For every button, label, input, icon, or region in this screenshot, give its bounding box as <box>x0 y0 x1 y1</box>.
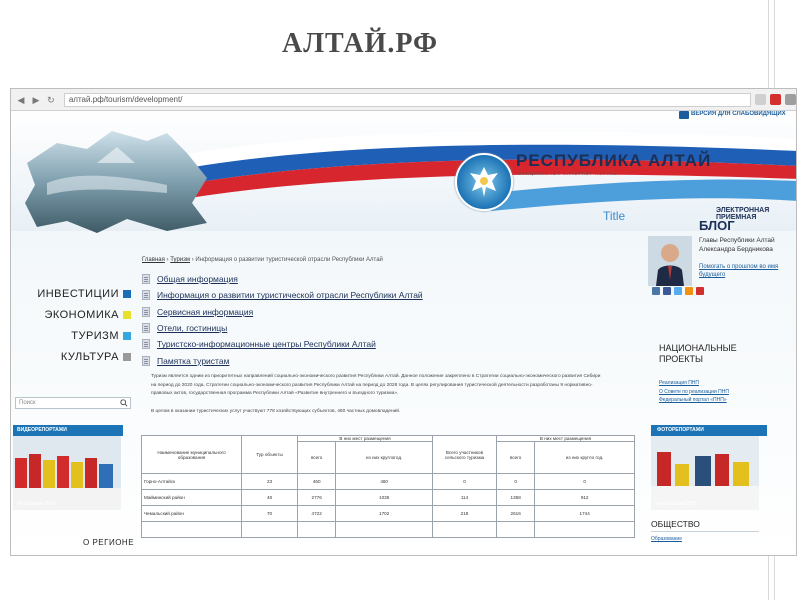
tourism-square-icon <box>123 332 131 340</box>
breadcrumb-sep: › <box>166 257 169 263</box>
menu-item-tourism[interactable]: ТУРИЗМ <box>37 325 131 346</box>
link-info-centers[interactable]: Туристско-информационные центры Республики Алтай <box>142 336 423 352</box>
document-icon <box>142 274 150 284</box>
col-year-round: из них круглогод. <box>336 442 433 474</box>
video-thumbnail[interactable] <box>13 436 121 510</box>
national-projects-links <box>659 379 729 405</box>
tourism-table <box>141 435 635 538</box>
altai-map-image <box>17 123 212 238</box>
breadcrumb-home[interactable]: Главная <box>142 257 165 263</box>
economy-square-icon <box>123 311 131 319</box>
blog-post-link[interactable]: Помогать о прошлом во имя будущего <box>699 264 779 278</box>
facebook-icon[interactable] <box>663 287 671 295</box>
project-link[interactable]: Реализация ПНП <box>659 380 700 386</box>
table-row: Горно-Алтайск 23 460 460 0 0 0 <box>142 474 635 490</box>
video-caption: Эл Байрам 2016 <box>17 501 56 507</box>
festival-photo <box>651 436 759 510</box>
col-municipality: Наименование муниципального образования <box>142 436 242 474</box>
tourism-about-text-2: В целом в оказании туристических услуг участвуют 778 хозяйствующих субъектов, 460 частных домовладений. <box>151 409 401 414</box>
governor-photo[interactable] <box>648 236 692 286</box>
reload-icon[interactable]: ↻ <box>47 94 55 105</box>
culture-square-icon <box>123 353 131 361</box>
search-placeholder: Поиск <box>19 400 36 406</box>
rss-icon[interactable] <box>685 287 693 295</box>
search-input[interactable] <box>15 397 131 409</box>
divider <box>651 531 759 532</box>
table-row <box>142 522 635 538</box>
site-name: РЕСПУБЛИКА АЛТАЙ <box>516 151 712 170</box>
social-icons <box>652 287 704 295</box>
star-icon[interactable] <box>755 94 766 105</box>
link-service-info[interactable]: Сервисная информация <box>142 304 423 320</box>
left-menu <box>37 283 131 367</box>
vk-icon[interactable] <box>652 287 660 295</box>
document-icon <box>142 323 150 333</box>
youtube-icon[interactable] <box>696 287 704 295</box>
breadcrumb-sep: › <box>191 257 194 263</box>
forward-icon[interactable]: ▶ <box>32 94 40 105</box>
education-link[interactable]: Образование <box>651 536 682 542</box>
col-total: всего <box>298 442 336 474</box>
society-heading[interactable]: ОБЩЕСТВО <box>651 519 700 529</box>
screenshot <box>10 88 797 556</box>
col-places-2: В них мест размещения <box>496 436 634 442</box>
twitter-icon[interactable] <box>674 287 682 295</box>
table-row: Майминский район 48 2776 1035 114 1368 912 <box>142 490 635 506</box>
project-link[interactable]: О Совете по реализации ПНП <box>659 388 729 395</box>
adblock-icon[interactable] <box>770 94 781 105</box>
menu-item-economy[interactable]: ЭКОНОМИКА <box>37 304 131 325</box>
document-icon <box>142 290 150 300</box>
document-icon <box>142 307 150 317</box>
link-general-info[interactable]: Общая информация <box>142 271 423 287</box>
eye-icon[interactable] <box>679 111 689 119</box>
slide-title: АЛТАЙ.РФ <box>281 28 439 59</box>
col-year-round-2: из них кругло год. <box>535 442 635 474</box>
col-total-2: всего <box>496 442 534 474</box>
breadcrumb <box>142 257 383 263</box>
blog-title[interactable]: БЛОГ <box>699 218 735 233</box>
col-rural: Всего участников сельского туризма <box>432 436 496 474</box>
about-region-heading[interactable]: О РЕГИОНЕ <box>83 538 135 547</box>
tourism-about-text: Туризм является одним из приоритетных направлений социально-экономического развития Республики Алтай. Данное положение закреплено в Стратегии социально-экономического развития Сибири на период до 2020 года, Стратегии социально-экономического развития Республики Алтай на период до 2028 года. В целях регулирования туристической деятельности разработаны 9 нормативно-правовых актов, государственная программа Республики Алтай «Развитие внутреннего и въездного туризма». <box>151 374 601 397</box>
link-tourist-memo[interactable]: Памятка туристам <box>142 352 423 368</box>
breadcrumb-current: Информация о развитии туристической отрасли Республики Алтай <box>195 257 383 263</box>
search-icon[interactable] <box>120 399 128 407</box>
link-development-info[interactable]: Информация о развитии туристической отрасли Республики Алтай <box>142 287 423 303</box>
menu-icon[interactable] <box>785 94 796 105</box>
national-projects-title: НАЦИОНАЛЬНЫЕ ПРОЕКТЫ <box>659 343 737 364</box>
festival-photo <box>13 436 121 510</box>
col-places: В них мест размещения <box>298 436 433 442</box>
photo-caption: Чага Байрам 2016 <box>655 501 698 507</box>
menu-item-culture[interactable]: КУЛЬТУРА <box>37 346 131 367</box>
emblem-logo[interactable] <box>455 153 513 211</box>
person-photo <box>648 236 692 286</box>
photo-thumbnail[interactable] <box>651 436 759 510</box>
video-reports-tab[interactable]: ВИДЕОРЕПОРТАЖИ <box>13 425 123 436</box>
link-hotels[interactable]: Отели, гостиницы <box>142 320 423 336</box>
address-bar[interactable]: алтай.рф/tourism/development/ <box>64 93 751 107</box>
site <box>11 111 796 556</box>
photo-reports-tab[interactable]: ФОТОРЕПОРТАЖИ <box>651 425 767 436</box>
document-icon <box>142 339 150 349</box>
breadcrumb-tourism[interactable]: Туризм <box>170 257 191 263</box>
project-link[interactable]: Федеральный портал «ПНП» <box>659 397 727 403</box>
investments-square-icon <box>123 290 131 298</box>
back-icon[interactable]: ◀ <box>17 94 25 105</box>
col-tour-objects: Тур объекты <box>242 436 298 474</box>
menu-item-investments[interactable]: ИНВЕСТИЦИИ <box>37 283 131 304</box>
site-subtitle: ОФИЦИАЛЬНЫЙ ИНТЕРНЕТ-ПОРТАЛ <box>518 171 618 176</box>
document-icon <box>142 356 150 366</box>
table-row: Чемальский район 70 4722 1702 218 2616 1744 <box>142 506 635 522</box>
eagle-icon <box>466 163 502 201</box>
browser-toolbar <box>11 89 796 111</box>
e-reception-link[interactable]: ЭЛЕКТРОННАЯ ПРИЕМНАЯ <box>716 207 770 221</box>
title-link[interactable]: Title <box>603 209 626 223</box>
accessibility-link[interactable]: ВЕРСИЯ ДЛЯ СЛАБОВИДЯЩИХ <box>691 111 786 117</box>
table-header-row <box>142 436 635 442</box>
tourism-links <box>142 271 423 369</box>
blog-author: Главы Республики Алтай Александра Бердникова <box>699 237 775 253</box>
